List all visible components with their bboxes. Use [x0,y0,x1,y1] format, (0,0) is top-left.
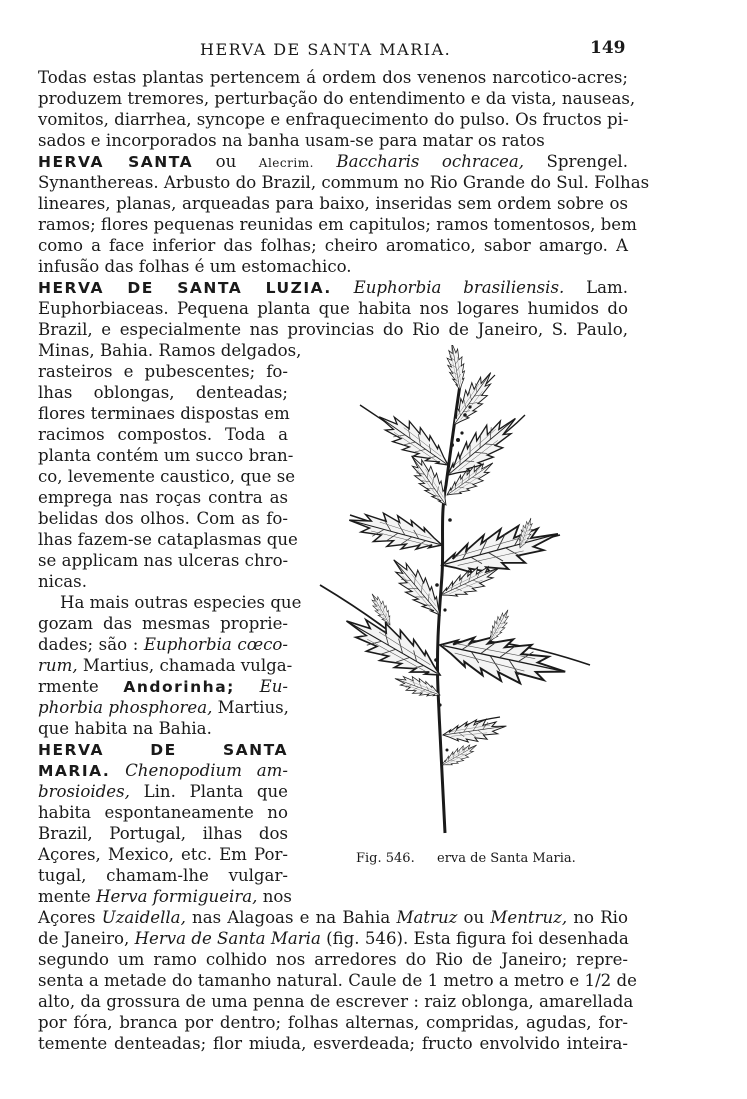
entry-heading [38,740,288,760]
body-line: que habita na Bahia. [38,719,212,738]
body-line: racimos compostos. Toda a [38,425,288,444]
body-line: rasteiros e pubescentes; fo- [38,362,288,381]
text-fragment: rmente [38,677,99,696]
common-name: Herva formigueira, [96,887,258,906]
body-line [38,656,293,676]
alt-name: Alecrim. [258,156,314,170]
text-fragment: Martius, chamada vulga- [82,656,293,675]
author: Lam. [586,278,628,297]
latin-name: phorbia phosphorea, [38,698,213,717]
running-title: HERVA DE SANTA MARIA. [200,40,452,59]
latin-name: Baccharis ochracea, [336,152,525,171]
body-line [38,887,292,907]
body-line: nicas. [38,572,87,591]
body-line: senta a metade do tamanho natural. Caule de 1 metro a metro e 1/2 de [38,971,637,990]
figure-label: Fig. 546. [356,851,415,866]
body-line: Brazil, Portugal, ilhas dos [38,824,288,843]
plant-illustration [290,345,630,845]
text-fragment: Lin. Planta que [143,782,288,801]
body-line: produzem tremores, perturbação do entendimento e da vista, nauseas, [38,89,636,108]
body-line [38,635,288,655]
common-name: Uzaidella, [101,908,186,927]
body-line: Brazil, e especialmente nas provincias do Rio de Janeiro, S. Paulo, [38,320,628,339]
body-line: vomitos, diarrhea, syncope e enfraquecimento do pulso. Os fructos pi- [38,110,629,129]
body-line: alto, da grossura de uma penna de escrever : raiz oblonga, amarellada [38,992,634,1011]
body-line: ramos; flores pequenas reunidas em capitulos; ramos tomentosos, bem [38,215,637,234]
body-line [38,908,628,928]
text-fragment: nos [262,887,292,906]
entry-heading: HERVA DE SANTA LUZIA. [38,279,332,297]
text-fragment: Açores [38,908,96,927]
body-line: Ha mais outras especies que [60,593,302,612]
figure-caption [356,851,576,866]
body-line: Todas estas plantas pertencem á ordem dos venenos narcotico-acres; [38,68,628,87]
body-line: por fóra, branca por dentro; folhas alternas, compridas, agudas, for- [38,1013,628,1032]
latin-name: Eu- [259,677,288,696]
common-name: Mentruz, [490,908,568,927]
body-line: temente denteadas; flor miuda, esverdeada; fructo envolvido inteira- [38,1034,628,1053]
entry-heading-part: HERVA DE SANTA [38,741,288,759]
text-fragment: ou [463,908,485,927]
text-fragment: no Rio [573,908,628,927]
body-line [38,929,628,949]
body-line: segundo um ramo colhido nos arredores do Rio de Janeiro; repre- [38,950,628,969]
body-line [38,677,288,697]
text-ou: ou [215,152,237,171]
body-line: belidas dos olhos. Com as fo- [38,509,288,528]
body-line: Açores, Mexico, etc. Em Por- [38,845,288,864]
body-line: lhas oblongas, denteadas; [38,383,288,402]
author: Sprengel. [546,152,628,171]
body-line [38,698,288,718]
body-line: sados e incorporados na banha usam-se para matar os ratos [38,131,545,150]
body-line: Synanthereas. Arbusto do Brazil, commum no Rio Grande do Sul. Folhas [38,173,650,192]
body-line: Minas, Bahia. Ramos delgados, [38,341,302,360]
entry-herva-santa-luzia [38,278,628,298]
body-line: co, levemente caustico, que se [38,467,296,486]
common-name: Matruz [396,908,458,927]
entry-herva-santa [38,152,628,173]
common-name: Andorinha; [123,678,235,696]
body-line [38,782,288,802]
body-line: emprega nas roças contra as [38,488,288,507]
body-line: planta contém um succo bran- [38,446,294,465]
body-line: como a face inferior das folhas; cheiro aromatico, sabor amargo. A [38,236,628,255]
entry-heading-part: MARIA. [38,762,111,780]
latin-name: rum, [38,656,78,675]
common-name: Herva de Santa Maria [134,929,321,948]
text-fragment: dades; são : [38,635,139,654]
text-fragment: de Janeiro, [38,929,130,948]
body-line [38,761,288,781]
body-line: lineares, planas, arqueadas para baixo, inseridas sem ordem sobre os [38,194,628,213]
body-line: tugal, chamam-lhe vulgar- [38,866,288,885]
entry-heading: HERVA SANTA [38,153,194,171]
body-line: Euphorbiaceas. Pequena planta que habita nos logares humidos do [38,299,628,318]
author: Martius, [217,698,289,717]
body-line: gozam das mesmas proprie- [38,614,288,633]
latin-name: Euphorbia brasiliensis. [353,278,565,297]
text-fragment: mente [38,887,91,906]
body-line: habita espontaneamente no [38,803,288,822]
page-number: 149 [590,38,626,58]
body-line: se applicam nas ulceras chro- [38,551,289,570]
latin-name: brosioides, [38,782,130,801]
text-fragment: nas Alagoas e na Bahia [192,908,391,927]
body-line: infusão das folhas é um estomachico. [38,257,352,276]
body-line: flores terminaes dispostas em [38,404,290,423]
figure-caption-text: erva de Santa Maria. [437,851,576,866]
body-line: lhas fazem-se cataplasmas que [38,530,298,549]
latin-name: Euphorbia cœco- [143,635,288,654]
latin-name: Chenopodium am- [125,761,288,780]
text-fragment: (fig. 546). Esta figura foi desenhada [326,929,629,948]
